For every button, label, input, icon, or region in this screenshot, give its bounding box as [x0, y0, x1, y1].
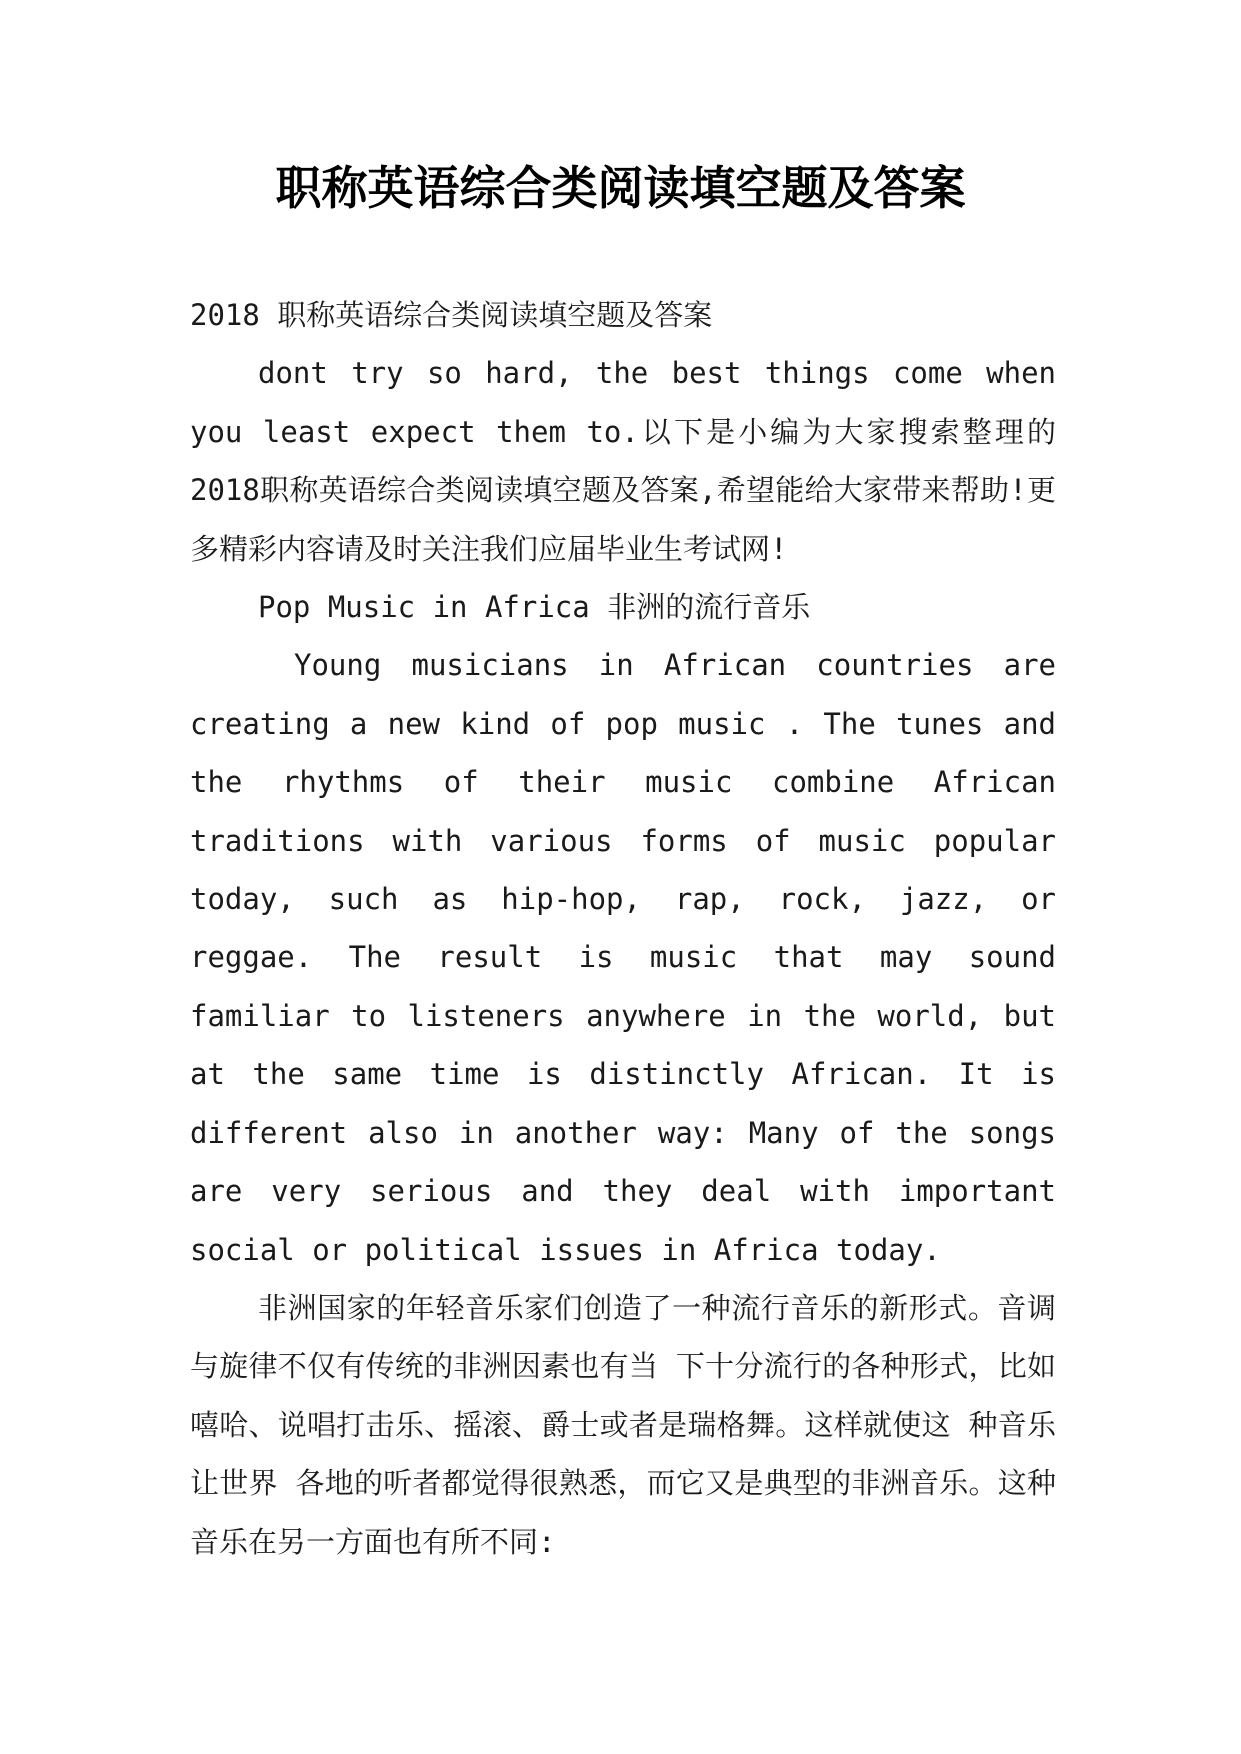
chinese-translation-paragraph: 非洲国家的年轻音乐家们创造了一种流行音乐的新形式。音调与旋律不仅有传统的非洲因素也有当 下十分流行的各种形式，比如嘻哈、说唱打击乐、摇滚、爵士或者是瑞格舞。这样就使这 种音乐让世界 各地的听者都觉得很熟悉，而它又是典型的非洲音乐。这种音乐在另一方面也有所不同: — [190, 1290, 1056, 1559]
intro-paragraph: dont try so hard, the best things come when you least expect them to.以下是小编为大家搜索整理的2018职称英语综合类阅读填空题及答案,希望能给大家带来帮助!更多精彩内容请及时关注我们应届毕业生考试网! — [190, 356, 1056, 566]
english-passage-paragraph: Young musicians in African countries are creating a new kind of pop music . The tunes and the rhythms of their music combine African traditions with various forms of music popular today, such as hip-hop, rap, rock, jazz, or reggae. The result is music that may sound familiar to listeners anywhere in the world, but at the same time is distinctly African. It is different also in another way: Many of the songs are very serious and they deal with important social or political issues in Africa today. — [190, 648, 1056, 1267]
subtitle-paragraph: 2018 职称英语综合类阅读填空题及答案 — [190, 298, 713, 332]
document-title: 职称英语综合类阅读填空题及答案 — [275, 161, 966, 215]
document-body — [190, 286, 1056, 1571]
section-heading: Pop Music in Africa 非洲的流行音乐 — [258, 590, 811, 625]
